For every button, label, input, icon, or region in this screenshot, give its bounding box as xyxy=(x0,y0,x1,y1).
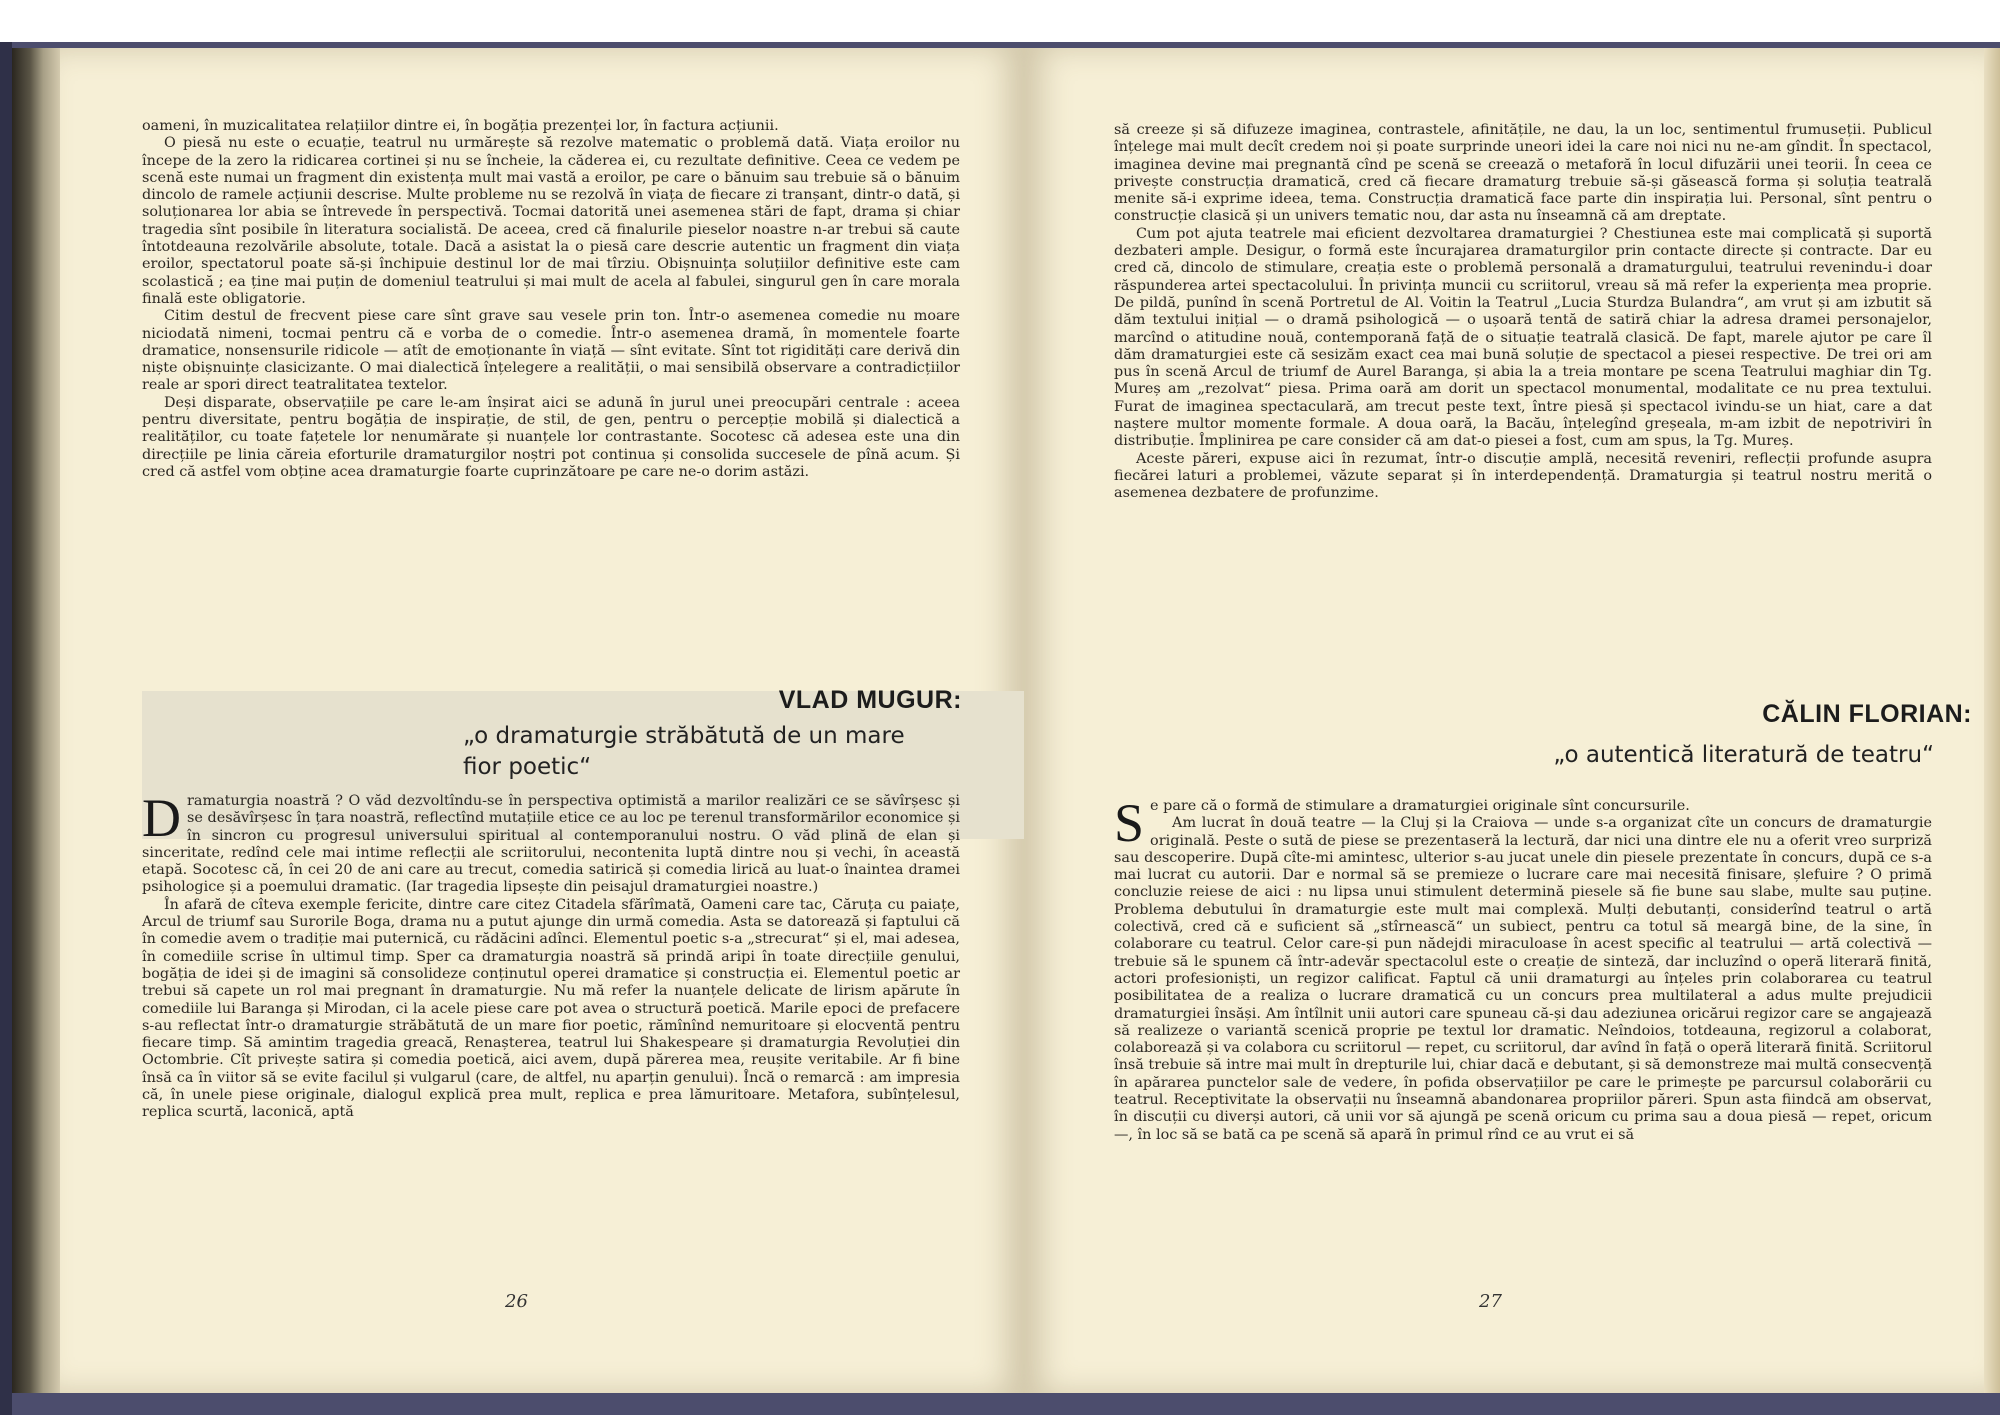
cover-edge xyxy=(0,42,12,1415)
page-number: 27 xyxy=(1479,1291,1502,1312)
right-top-text xyxy=(1114,122,1932,503)
page-stack-right xyxy=(1984,48,2000,1393)
paragraph: oameni, în muzicalitatea relațiilor dintre ei, în bogăția prezenței lor, în factura acțiunii. xyxy=(142,118,779,134)
drop-cap: D xyxy=(142,788,181,848)
article-subtitle: „o dramaturgie străbătută de un mare fior poetic“ xyxy=(463,723,905,780)
author-name: VLAD MUGUR: xyxy=(778,686,962,714)
left-article-text xyxy=(142,788,960,1122)
paragraph: e pare că o formă de stimulare a dramaturgiei originale sînt concursurile. xyxy=(1150,798,1690,814)
right-page xyxy=(1024,48,1988,1393)
paragraph: să creeze și să difuzeze imaginea, contrastele, afinitățile, ne dau, la un loc, sentimentul frumuseții. Publicul înțelege mai mult decît credem noi și poate surprinde uneori idei la care noi nici nu ne-am gîndit. În spectacol, imaginea devine mai pregnantă cînd pe scenă se creează o metaforă în locul difuzării unei teorii. În ceea ce privește construcția dramatică, cred că fiecare dramaturg trebuie să-și găsească forma și soluția teatrală menite să-i exprime ideea, tema. Construcția dramatică face parte din inspirația lui. Personal, sînt pentru o construcție clasică și un univers tematic nou, dar asta nu înseamnă că am dreptate. xyxy=(1114,122,1932,225)
page-stack-left xyxy=(12,48,64,1393)
paragraph: Deși disparate, observațiile pe care le-am înșirat aici se adună în jurul unei preocupări centrale : aceea pentru diversitate, pentru bogăția de inspirație, de stil, de gen, pentru o percepție mobilă și dialectică a realităților, cu toate fațetele lor nenumărate și nuanțele lor contrastante. Socotesc că adesea este una din direcțiile pe linia căreia eforturile dramaturgilor noștri pot continua și consolida succesele de pînă acum. Și cred că astfel vom obține acea dramaturgie foarte cuprinzătoare pe care ne-o dorim astăzi. xyxy=(142,394,960,480)
left-page xyxy=(60,48,1024,1393)
paragraph: Aceste păreri, expuse aici în rezumat, într-o discuție amplă, necesită reveniri, reflecții profunde asupra fiecărei laturi a problemei, văzute separat și în interdependență. Dramaturgia și teatrul nostru merită o asemenea dezbatere de profunzime. xyxy=(1114,450,1932,502)
left-top-text xyxy=(142,118,960,481)
article-subtitle: „o autentică literatură de teatru“ xyxy=(1553,742,1934,768)
paragraph: ramaturgia noastră ? O văd dezvoltîndu-se în perspectiva optimistă a marilor realizări ce se săvîrșesc și se desăvîrșesc în țara noastră, reflectînd mutațiile etice ce au loc pe terenul transformărilor economice și în sincron cu progresul universului spiritual al contemporanului nostru. O văd plină de elan și sinceritate, redînd cele mai intime reflecții ale scriitorului, necontenita luptă dintre nou și vechi, în această etapă. Socotesc că, în cei 20 de ani care au trecut, comedia satirică și comedia lirică au luat-o înaintea dramei psihologice și a poemului dramatic. (Iar tragedia lipsește din peisajul dramaturgiei noastre.) xyxy=(142,793,960,896)
author-name: CĂLIN FLORIAN: xyxy=(1762,700,1972,728)
paragraph: Cum pot ajuta teatrele mai eficient dezvoltarea dramaturgiei ? Chestiunea este mai complicată și suportă dezbateri ample. Desigur, o formă este încurajarea dramaturgilor prin contacte directe și contracte. Dar eu cred că, dincolo de stimulare, creația este o problemă personală a dramaturgului, teatrului revenindu-i doar răspunderea artei spectacolului. În privința muncii cu scriitorul, vreau să mă refer la experiența mea proprie. De pildă, punînd în scenă Portretul de Al. Voitin la Teatrul „Lucia Sturdza Bulandra“, am vrut și am izbutit să dăm textului inițial — o dramă psihologică — o ușoară tentă de satiră chiar la adresa dramei personajelor, marcînd o atitudine nouă, contemporană față de o situație teatrală clasică. De fapt, marele ajutor pe care îl dăm dramaturgiei este că sesizăm exact cea mai bună soluție de spectacol a piesei respective. De trei ori am pus în scenă Arcul de triumf de Aurel Baranga, și abia la a treia montare pe scena Teatrului maghiar din Tg. Mureș am „rezolvat“ piesa. Prima oară am dorit un spectacol monumental, modalitate ce nu prea textului. Furat de imaginea spectaculară, am trecut peste text, între piesă și spectacol ivindu-se un hiat, care a dat naștere multor momente formale. A doua oară, la Bacău, înțelegînd greșeala, m-am izbit de nepotriviri în distribuție. Împlinirea pe care consider că am dat-o piesei a fost, cum am spus, la Tg. Mureș. xyxy=(1114,225,1932,450)
paragraph: În afară de cîteva exemple fericite, dintre care citez Citadela sfărîmată, Oameni care tac, Căruța cu paiațe, Arcul de triumf sau Surorile Boga, drama nu a putut ajunge din urmă comedia. Asta se datorează și faptului că în comedie avem o tradiție mai puternică, cu rădăcini adînci. Elementul poetic s-a „strecurat“ și el, mai adesea, în comediile scrise în ultimul timp. Sper ca dramaturgia noastră să prindă aripi în toate direcțiile genului, bogăția de idei și de imagini să consolideze conținutul operei dramatice și construcția ei. Elementul poetic ar trebui să capete un rol mai pregnant în dramaturgie. Nu mă refer la nuanțele delicate de lirism apărute în comediile lui Baranga și Mirodan, ci la acele piese care pot avea o structură poetică. Marile epoci de prefacere s-au reflectat într-o dramaturgie străbătută de un mare fior poetic, rămînînd nemuritoare și elocventă pentru fiecare timp. Să amintim tragedia greacă, Renașterea, teatrul lui Shakespeare și dramaturgia Revoluției din Octombrie. Cît privește satira și comedia poetică, aici avem, după părerea mea, reușite veritabile. Ar fi bine însă ca în viitor să se evite facilul și vulgarul (care, de altfel, nu aparțin genului). Încă o remarcă : am impresia că, în unele piese originale, dialogul explică prea mult, replica e prea lămuritoare. Metafora, subînțelesul, replica scurtă, laconică, aptă xyxy=(142,896,960,1121)
paragraph: Am lucrat în două teatre — la Cluj și la Craiova — unde s-a organizat cîte un concurs de dramaturgie originală. Peste o sută de piese se prezentaseră la lectură, dar nici una dintre ele nu a oferit vreo surpriză sau descoperire. După cîte-mi amintesc, ulterior s-au jucat unele din piesele prezentate în concurs, după ce s-a mai lucrat cu autorii. Dar e normal să se premieze o lucrare care mai necesită finisare, șlefuire ? O primă concluzie reiese de aici : nu lipsa unui stimulent determină piesele să fie bune sau slabe, multe sau puține. Problema debutului în dramaturgie este mult mai complexă. Mulți debutanți, considerînd teatrul o artă colectivă, cred că e suficient să „stîrnească“ un subiect, pentru ca totul să meargă bine, de la sine, în colaborare cu teatrul. Celor care-și pun nădejdi miraculoase în acest specific al teatrului — artă colectivă — trebuie să le spunem că într-adevăr spectacolul este o creație de sinteză, dar incluzînd o operă literară finită, actori profesioniști, un regizor calificat. Faptul că unii dramaturgi au înțeles prin colaborarea cu teatrul posibilitatea de a realiza o lucrare dramatică cu un concurs prea multilateral a adus multe prejudicii dramaturgiei însăși. Am întîlnit unii autori care spuneau că-și dau adeziunea oricărui regizor care se angajează să realizeze o variantă scenică proprie pe textul lor dramatic. Neîndoios, totdeauna, regizorul a colaborat, colaborează și va colabora cu scriitorul — repet, cu scriitorul, dar avînd în față o operă literară finită. Scriitorul însă trebuie să intre mai mult în drepturile lui, chiar dacă e debutant, și să demonstreze mai multă consecvență în apărarea punctelor sale de vedere, în pofida observațiilor pe care le primește pe parcursul colaborării cu teatrul. Receptivitate la observații nu înseamnă abandonarea propriilor păreri. Spun asta fiindcă am observat, în discuții cu diverși autori, că unii vor să ajungă pe scenă oricum cu prima sau a doua piesă — repet, oricum —, în loc să se bată ca pe scenă să apară în primul rînd ce au vrut ei să xyxy=(1114,815,1932,1143)
right-article-text xyxy=(1114,793,1932,1144)
drop-cap: S xyxy=(1114,793,1145,853)
paragraph: Citim destul de frecvent piese care sînt grave sau vesele prin ton. Într-o asemenea comedie nu moare niciodată nimeni, tocmai pentru că e vorba de o comedie. Într-o asemenea dramă, în momentele foarte dramatice, nonsensurile ridicole — atît de emoționante în viață — sînt evitate. Sînt tot rigidități care derivă din niște obișnuințe clasicizante. O mai dialectică înțelegere a realității, o mai sensibilă observare a contradicțiilor reale ar spori direct teatralitatea textelor. xyxy=(142,308,960,394)
paragraph: O piesă nu este o ecuație, teatrul nu urmărește să rezolve matematic o problemă dată. Viața eroilor nu începe de la zero la ridicarea cortinei și nu se încheie, la căderea ei, cu rezultate definitive. Ceea ce vedem pe scenă este numai un fragment din existența mult mai vastă a eroilor, pe care o bănuim sau trebuie să o bănuim dincolo de ramele acțiunii descrise. Multe probleme nu se rezolvă în viața de fiecare zi tranșant, dintr-o dată, și soluționarea lor abia se întrevede în perspectivă. Tocmai datorită unei asemenea stări de fapt, drama și chiar tragedia sînt posibile în literatura socialistă. De aceea, cred că finalurile pieselor noastre n-ar trebui să caute întotdeauna rezolvările absolute, totale. Dacă a asistat la o piesă care descrie autentic un fragment din viața eroilor, spectatorul poate să-și închipuie destinul lor de mai tîrziu. Obișnuința soluțiilor definitive este cam scolastică ; ea ține mai puțin de domeniul teatrului și mai mult de acela al fabulei, singurul gen în care morala finală este obligatorie. xyxy=(142,135,960,307)
page-number: 26 xyxy=(505,1291,528,1312)
